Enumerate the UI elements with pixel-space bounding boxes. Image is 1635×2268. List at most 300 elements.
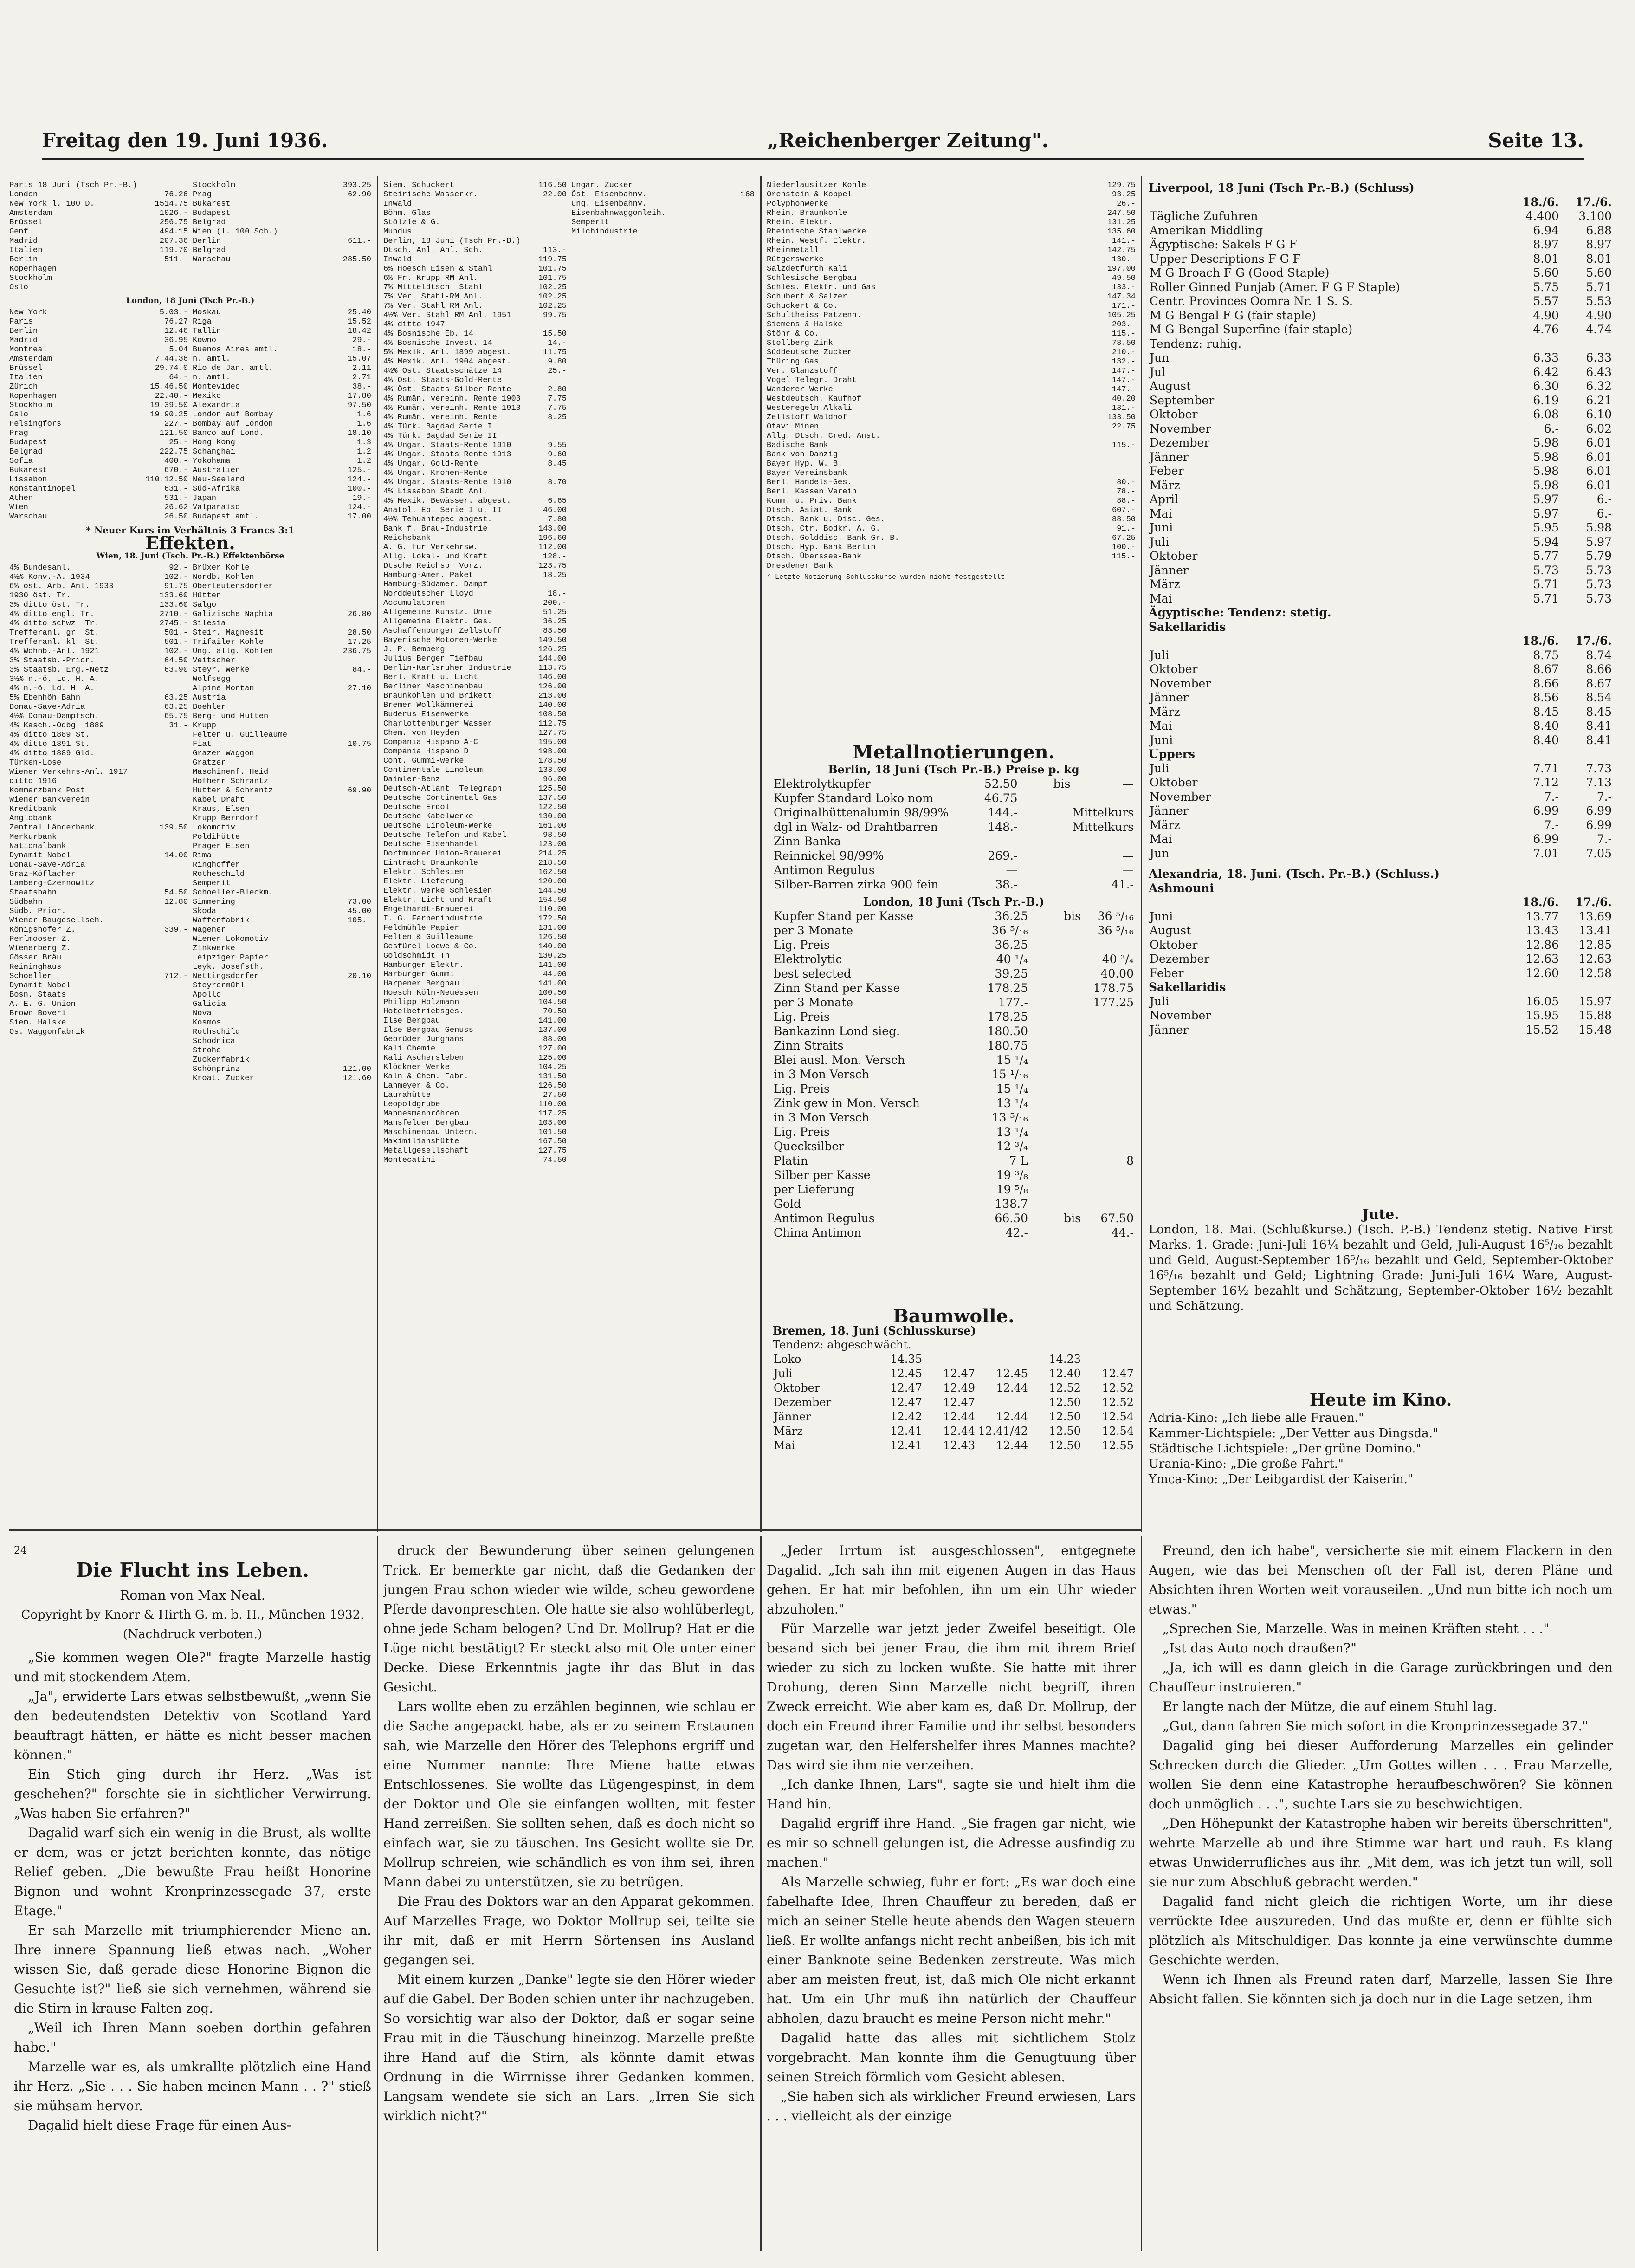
quote-label: Harpener Bergbau [383, 979, 459, 988]
quote-value: 7.44.36 [155, 355, 188, 363]
quote-line [767, 515, 1136, 525]
quote-row [9, 888, 188, 898]
quote-row [193, 564, 371, 573]
table-label: Jänner [1150, 1023, 1189, 1037]
quote-row [9, 1000, 188, 1009]
quote-row [193, 944, 371, 953]
table-row [773, 966, 1135, 981]
quote-label: Kali Aschersleben [383, 1054, 464, 1063]
quote-line [383, 905, 755, 914]
table-row [773, 1410, 1135, 1424]
table-row [773, 938, 1135, 952]
quote-label: Dtsch. Bank u. Disc. Ges. [767, 515, 885, 524]
quote-row [571, 357, 755, 367]
quote-row [193, 647, 371, 656]
quote-line [9, 898, 371, 907]
quote-label: Ungar. Zucker [571, 181, 633, 190]
quote-row [9, 1056, 188, 1065]
quote-value: 339.- [164, 926, 188, 934]
quote-value: 49.50 [1112, 274, 1136, 283]
quote-row [9, 246, 188, 255]
quote-row [571, 617, 755, 627]
quote-row [9, 573, 188, 582]
quote-label: Zentral Länderbank [9, 823, 95, 832]
quote-line [9, 610, 371, 619]
table-label: Amerikan Middling [1150, 223, 1263, 237]
quote-row [9, 768, 188, 777]
quote-line [383, 441, 755, 450]
quote-label: 7% Ver. Stahl-RM Anl. [383, 292, 483, 301]
quote-row [383, 478, 567, 487]
kino-item: Urania-Kino: „Die große Fahrt." [1149, 1457, 1344, 1471]
quote-value: 102.25 [538, 283, 567, 292]
table-row [1149, 280, 1613, 295]
table-row [773, 805, 1135, 820]
quote-row [9, 619, 188, 629]
quote-row [767, 376, 1136, 385]
quote-label: Schuckert & Co. [767, 302, 838, 311]
quote-line [383, 1063, 755, 1072]
table-label: Lig. Preis [774, 1010, 830, 1024]
quote-row [9, 1074, 188, 1083]
quote-row [383, 738, 567, 747]
quote-row [193, 573, 371, 582]
quote-row [767, 190, 1136, 200]
table-row [773, 1395, 1135, 1410]
table-label: Centr. Provinces Oomra Nr. 1 S. S. [1150, 294, 1353, 308]
quote-label: Prag [193, 190, 212, 199]
quote-label: New York l. 100 D. [9, 200, 95, 208]
table-value [1029, 1096, 1082, 1110]
quote-label: Accumulatoren [383, 599, 445, 608]
quote-label: Dtsch. Golddisc. Bank Gr. B. [767, 534, 899, 543]
quote-label: Helsingfors [9, 420, 62, 428]
quote-row [9, 758, 188, 768]
quote-label: Genf [9, 227, 28, 236]
table-value [1029, 1182, 1082, 1197]
table-value: 6.10 [1586, 408, 1612, 421]
quote-line [9, 373, 371, 382]
quote-label: Siemens & Halske [767, 320, 843, 329]
metall-berlin-title: Berlin, 18 Juni (Tsch Pr.-B.) Preise p. kg [828, 763, 1079, 776]
quote-line [767, 385, 1136, 395]
quote-label: Rothschild [193, 1028, 240, 1037]
quote-value: 101.75 [538, 265, 567, 273]
quote-label: Gösser Bräu [9, 953, 62, 962]
table-value: 4.74 [1586, 323, 1612, 336]
quote-row [193, 265, 371, 274]
quote-label: Rio de Jan. amtl. [193, 364, 273, 373]
quote-value: 12.80 [164, 898, 188, 907]
quote-value: 67.25 [1112, 534, 1136, 543]
quote-label: Felten & Guilleaume [383, 933, 473, 942]
quote-line [767, 506, 1136, 515]
quote-row [767, 209, 1136, 218]
quote-line [767, 413, 1136, 422]
quote-line [383, 552, 755, 562]
table-header-blank [1149, 195, 1507, 210]
quote-value: 129.75 [1107, 181, 1136, 190]
quote-label: I. G. Farbenindustrie [383, 914, 483, 923]
quote-row [383, 933, 567, 942]
quote-line [9, 888, 371, 898]
table-value: 7.- [1544, 818, 1559, 832]
quote-value: 19.39.50 [150, 401, 188, 410]
table-value: 12.52 [1049, 1381, 1081, 1394]
table-row [1149, 337, 1613, 351]
quote-row [571, 924, 755, 933]
quote-line [9, 629, 371, 638]
quote-label: Wien [9, 503, 28, 512]
table-label: Jänner [1150, 563, 1189, 577]
table-label: Antimon Regulus [774, 863, 875, 877]
quote-value: 631.- [164, 485, 188, 493]
quote-value: 29.74.0 [155, 364, 188, 373]
quote-row [383, 227, 567, 237]
quote-label: 4% Ungar. Staats-Rente 1913 [383, 450, 511, 459]
quote-row [9, 833, 188, 842]
table-row [1149, 776, 1613, 790]
quote-row [383, 784, 567, 794]
table-value: 5.71 [1533, 577, 1559, 591]
quote-label: Nordb. Kohlen [193, 573, 254, 582]
quote-row [193, 712, 371, 721]
table-value: 38.- [995, 878, 1018, 891]
quote-label: Hong Kong [193, 438, 235, 447]
quote-row [9, 382, 188, 392]
quote-value: 2.71 [352, 373, 371, 382]
quote-row [383, 422, 567, 432]
table-value: 15.97 [1578, 994, 1612, 1008]
quote-value: 147.- [1112, 385, 1136, 394]
table-value [976, 1352, 1029, 1367]
table-value: 12.47 [890, 1396, 922, 1409]
quote-value: 168 [740, 190, 755, 199]
quote-value: 128.- [543, 552, 567, 561]
quote-row [767, 506, 1136, 515]
quote-label: Paris [9, 318, 33, 326]
quote-value: 70.50 [543, 1007, 567, 1016]
table-value: 5.57 [1533, 294, 1559, 308]
quote-label: Waffenfabrik [193, 916, 250, 925]
quote-row [9, 842, 188, 851]
table-row [1149, 832, 1613, 847]
table-row [1149, 592, 1613, 606]
quote-label: 4½% Konv.-A. 1934 [9, 573, 90, 582]
table-value: 8.45 [1533, 705, 1559, 719]
quote-label: Wiener Lokomotiv [193, 935, 269, 944]
quote-value: 31.- [169, 721, 188, 730]
quote-label: Strohe [193, 1046, 221, 1055]
table-value: 12.41 [890, 1425, 922, 1438]
quote-line [383, 1026, 755, 1035]
quote-row [383, 283, 567, 292]
table-value: 5.94 [1533, 535, 1559, 549]
quote-label: Brüssel [9, 218, 43, 227]
quote-line [383, 849, 755, 859]
quote-line [383, 775, 755, 784]
quote-label: Brüssel [9, 364, 43, 373]
table-value: 8.40 [1533, 719, 1559, 732]
quote-line [9, 410, 371, 420]
quote-row [9, 1065, 188, 1074]
table-value: 14.35 [890, 1353, 922, 1366]
header-rule [42, 158, 1584, 160]
quote-line [767, 441, 1136, 450]
table-value [1082, 1352, 1135, 1367]
novel-column-1 [14, 1541, 371, 2256]
quote-line [9, 1065, 371, 1074]
effekten-column-3 [767, 181, 1136, 763]
quote-line [767, 330, 1136, 339]
quote-row [9, 907, 188, 916]
quote-line [383, 803, 755, 812]
quote-label: Wagener [193, 926, 226, 934]
quote-value: 501.- [164, 629, 188, 637]
quote-label: Hamburg-Südamer. Dampf [383, 580, 488, 589]
quote-line [9, 675, 371, 684]
table-value: 5.73 [1533, 563, 1559, 577]
quote-row [571, 840, 755, 849]
quote-row [571, 961, 755, 970]
quote-row [383, 562, 567, 571]
quote-label: Charlottenburger Wasser [383, 719, 492, 728]
quote-value: 97.50 [347, 401, 371, 410]
quote-label: Kraus, Elsen [193, 805, 250, 814]
table-value: 7.- [1596, 832, 1612, 846]
quote-value: 29.- [352, 336, 371, 345]
quote-row [383, 367, 567, 376]
quote-row [193, 814, 371, 823]
quote-row [383, 320, 567, 330]
quote-label: Buenos Aires amtl. [193, 345, 278, 354]
table-label: Jänner [1150, 804, 1189, 817]
quote-label: Stollberg Zink [767, 339, 833, 348]
quote-line [383, 887, 755, 896]
table-value: bis [1053, 777, 1071, 791]
table-value: 5.75 [1533, 280, 1559, 294]
quote-row [767, 395, 1136, 404]
quote-line [9, 1074, 371, 1083]
quote-row [571, 348, 755, 357]
table-row [773, 863, 1135, 877]
quote-value: 132.- [1112, 357, 1136, 366]
quote-line [9, 1009, 371, 1018]
table-value: 67.50 [1100, 1212, 1134, 1225]
quote-row [9, 1018, 188, 1028]
quote-label: Gebrüder Junghans [383, 1035, 464, 1044]
quote-label: Brüxer Kohle [193, 564, 250, 572]
quote-row [383, 1137, 567, 1147]
quote-line [383, 812, 755, 822]
quote-row [571, 627, 755, 636]
table-row [1149, 952, 1613, 966]
quote-row [571, 487, 755, 497]
table-value: 7.- [1596, 790, 1612, 804]
quote-value: 712.- [164, 972, 188, 981]
quote-row [193, 1046, 371, 1056]
quote-value: 38.- [352, 382, 371, 391]
table-label: in 3 Mon Versch [774, 1111, 870, 1124]
quote-line [383, 292, 755, 302]
quote-row [383, 339, 567, 348]
table-header [1149, 895, 1613, 910]
quote-value: 105.25 [1107, 311, 1136, 320]
quote-row [9, 1037, 188, 1046]
quote-label: Nettingsdorfer [193, 972, 259, 981]
quote-line [383, 385, 755, 395]
table-value [1029, 1110, 1082, 1125]
quote-label: Kali Chemie [383, 1044, 436, 1053]
quote-value: 17.25 [347, 638, 371, 647]
quote-row [571, 432, 755, 441]
quote-line [767, 339, 1136, 348]
table-value: 5.60 [1586, 266, 1612, 279]
quote-label: Wiener Bankverein [9, 796, 90, 804]
quote-row [383, 636, 567, 645]
quote-value: 130.- [1112, 255, 1136, 264]
quote-row [767, 497, 1136, 506]
table-value [1507, 337, 1560, 351]
quote-row [383, 552, 567, 562]
quote-line [383, 543, 755, 552]
table-value: 12.42 [890, 1410, 922, 1423]
table-value: 12.44 [996, 1410, 1028, 1423]
quote-line [9, 935, 371, 944]
quote-label: Berliner Maschinenbau [383, 682, 483, 691]
quote-line [383, 190, 755, 200]
table-value: 39.25 [995, 967, 1028, 980]
quote-value: 11.75 [543, 348, 567, 357]
liverpool-title: Liverpool, 18 Juni (Tsch Pr.-B.) (Schluss) [1149, 181, 1415, 194]
table-value: 5.98 [1533, 436, 1559, 449]
quote-row [383, 757, 567, 766]
quote-line [383, 320, 755, 330]
table-label: August [1150, 924, 1191, 937]
table-row [1149, 910, 1613, 924]
quote-row [9, 373, 188, 382]
quote-label: Ös. Waggonfabrik [9, 1028, 85, 1037]
quote-line [383, 1044, 755, 1054]
quote-value: 54.50 [164, 888, 188, 897]
quote-line [9, 638, 371, 647]
table-value [1018, 863, 1071, 877]
table-label: M G Broach F G (Good Staple) [1150, 266, 1330, 279]
quote-row [193, 851, 371, 861]
quote-line [383, 571, 755, 580]
table-value [1029, 1225, 1082, 1240]
quote-row [9, 953, 188, 963]
quote-value: 9.55 [548, 441, 567, 450]
quote-line [383, 1156, 755, 1165]
baumwolle-section [773, 1305, 1135, 1453]
table-value: 12.50 [1049, 1425, 1081, 1438]
quote-line [767, 432, 1136, 441]
quote-row [9, 364, 188, 373]
quote-value: 26.- [1117, 200, 1136, 208]
quote-line [383, 534, 755, 543]
quote-row [571, 311, 755, 320]
quote-row [383, 385, 567, 395]
quote-line [767, 181, 1136, 190]
quote-value: 73.00 [347, 898, 371, 907]
quote-line [767, 422, 1136, 432]
table-label: Zink gew in Mon. Versch [774, 1096, 920, 1110]
quote-label: Semperit [571, 218, 609, 227]
table-row [1149, 995, 1613, 1009]
table-row [773, 1053, 1135, 1067]
novel-paragraph: „Sie kommen wegen Ole?" fragte Marzelle hastig und mit stockendem Atem. [14, 1650, 371, 1685]
quote-row [9, 712, 188, 721]
quote-line [767, 552, 1136, 562]
table-row [1149, 464, 1613, 479]
quote-line [9, 981, 371, 991]
quote-line [9, 345, 371, 355]
quote-row [193, 410, 371, 420]
novel-paragraph: Dagalid warf sich ein wenig in die Brust, als wollte er dem, was er jetzt berichten konnte, das nötige Relief geben. „Die bewußte Frau heißt Honorine Bignon und wohnt Kronprinzessegade 37, erste Etage." [14, 1825, 371, 1918]
quote-line [9, 1037, 371, 1046]
table-value: 12.85 [1578, 938, 1612, 952]
quote-label: Dtsch. Ctr. Bodkr. A. G. [767, 525, 880, 533]
quote-value: 27.50 [543, 1091, 567, 1100]
quote-line [383, 692, 755, 701]
novel-paragraph: Er sah Marzelle mit triumphierender Miene an. Ihre innere Spannung ließ etwas nach. „Woher wissen Sie, daß gerade diese Honorine Bignon die Gesuchte ist?" ließ sie sich vernehmen, während sie die Stirn in krause Falten zog. [14, 1923, 371, 2016]
quote-value: 22.00 [543, 190, 567, 199]
quote-label: Orenstein & Koppel [767, 190, 852, 199]
quote-label: Schoeller [9, 972, 52, 981]
table-value: 12.52 [1102, 1381, 1134, 1394]
quote-line [767, 543, 1136, 552]
quote-row [571, 692, 755, 701]
table-value: 16.05 [1525, 994, 1559, 1008]
quote-label: Veitscher [193, 656, 235, 665]
table-row [1149, 351, 1613, 365]
quote-label: Schanghai [193, 447, 235, 456]
quote-value: 100.- [347, 485, 371, 493]
quote-row [571, 320, 755, 330]
quote-line [9, 181, 371, 190]
quote-row [9, 200, 188, 209]
quote-label: Anatol. Eb. Serie I u. II [383, 506, 502, 515]
quote-line [767, 348, 1136, 357]
berlin-quotes [383, 181, 755, 1165]
quote-label: Wiener Verkehrs-Anl. 1917 [9, 768, 128, 777]
quote-row [193, 237, 371, 246]
quote-row [383, 803, 567, 812]
quote-row [193, 503, 371, 512]
table-value [1082, 1082, 1135, 1096]
quote-value: 126.50 [538, 933, 567, 942]
quote-row [383, 1007, 567, 1017]
column-rule [760, 176, 762, 1532]
quote-row [193, 318, 371, 327]
quote-label: Siem. Halske [9, 1018, 66, 1027]
table-value: 177.- [998, 996, 1028, 1009]
quote-value: 25.40 [347, 308, 371, 317]
quote-label: Rhein. Westf. Elektr. [767, 237, 866, 246]
quote-line [383, 1119, 755, 1128]
novel-text-1 [14, 1648, 371, 2135]
quote-row [9, 647, 188, 656]
novel-paragraph: Lars wollte eben zu erzählen beginnen, wie schlau er die Sache angepackt habe, als er zu seinem Erstaunen sah, wie Marzelle den Hörer des Telephons ergriff und eine Nummer nannte: Ihre Miene hatte etwas Entschlossenes. Sie wollte das Lügengespinst, in dem der Doktor und Ole sie einfangen wollten, mit fester Hand zerreißen. Sie sollten sehen, daß es doch nicht so einfach war, sie zu täuschen. Ins Gesicht wollte sie Dr. Mollrup schreien, wie schändlich es von ihm sei, ihren Mann dabei zu unterstützen, sie zu betrügen. [383, 1699, 755, 1890]
quote-line [9, 796, 371, 805]
table-value [1082, 1024, 1135, 1038]
quote-line [9, 447, 371, 457]
quote-line [9, 601, 371, 610]
quote-row [9, 870, 188, 879]
quote-label: 3% Staatsb.-Prior. [9, 656, 95, 665]
table-row [1149, 450, 1613, 465]
